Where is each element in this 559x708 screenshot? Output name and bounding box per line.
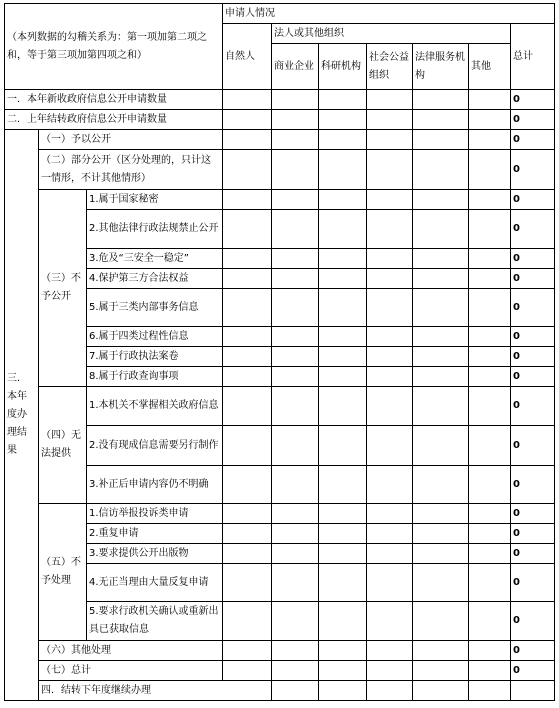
- social-header: 社会公益组织: [367, 44, 413, 90]
- row-total: 0: [511, 544, 555, 564]
- table-row: [5, 524, 555, 544]
- legal-service-header: 法律服务机构: [413, 44, 469, 90]
- row-label: 7.属于行政执法案卷: [87, 347, 223, 367]
- table-row: [5, 661, 555, 681]
- row-total: 0: [511, 150, 555, 190]
- legal-entity-header: 法人或其他组织: [272, 24, 511, 44]
- table-row: [5, 110, 555, 130]
- row-label: 3.危及“三安全一稳定”: [87, 249, 223, 269]
- table-row: [5, 367, 555, 387]
- table-row: [5, 681, 555, 701]
- commercial-header: 商业企业: [272, 44, 319, 90]
- row-label: 4.保护第三方合法权益: [87, 269, 223, 289]
- row-label: 2.重复申请: [87, 524, 223, 544]
- row-total: 0: [511, 641, 555, 661]
- row-label: 1.信访举报投诉类申请: [87, 504, 223, 524]
- row-label: （二）部分公开（区分处理的，只计这一情形，不计其他情形）: [39, 150, 223, 190]
- total-header: 总计: [511, 24, 555, 90]
- table-row: [5, 289, 555, 327]
- row-label: 6.属于四类过程性信息: [87, 327, 223, 347]
- table-row: [5, 130, 555, 150]
- applicant-status-header: 申请人情况: [223, 4, 555, 24]
- row-label: 3.要求提供公开出版物: [87, 544, 223, 564]
- row-label: 1.属于国家秘密: [87, 190, 223, 210]
- row-total: 0: [511, 504, 555, 524]
- row-label: 2.没有现成信息需要另行制作: [87, 426, 223, 466]
- row-total: 0: [511, 269, 555, 289]
- row-label: （六）其他处理: [39, 641, 223, 661]
- table-row: [5, 269, 555, 289]
- disclosure-statistics-table: [4, 3, 555, 701]
- row-total: 0: [511, 210, 555, 249]
- row-total: 0: [511, 130, 555, 150]
- row-total: 0: [511, 602, 555, 641]
- table-row: [5, 544, 555, 564]
- table-row: [5, 347, 555, 367]
- row-label: （一）予以公开: [39, 130, 223, 150]
- row-total: 0: [511, 466, 555, 504]
- row-total: 0: [511, 347, 555, 367]
- row-total: 0: [511, 367, 555, 387]
- row-total: 0: [511, 387, 555, 426]
- row-total: 0: [511, 190, 555, 210]
- row-total: 0: [511, 289, 555, 327]
- table-row: [5, 602, 555, 641]
- row-label: 5.要求行政机关确认或重新出具已获取信息: [87, 602, 223, 641]
- row-label: 1.本机关不掌握相关政府信息: [87, 387, 223, 426]
- table-row: [5, 90, 555, 110]
- research-header: 科研机构: [319, 44, 367, 90]
- table-row: [5, 190, 555, 210]
- row-total: 0: [511, 661, 555, 681]
- row-label: 3.补正后申请内容仍不明确: [87, 466, 223, 504]
- row-label: 2.其他法律行政法规禁止公开: [87, 210, 223, 249]
- section-3-label: 三．本年度办理结果: [5, 130, 39, 701]
- row-label: （七）总计: [39, 661, 223, 681]
- row-total: 0: [511, 564, 555, 602]
- row-label: 四．结转下年度继续办理: [39, 681, 272, 701]
- category-3-label: （三）不予公开: [39, 190, 87, 387]
- row-label: 8.属于行政查询事项: [87, 367, 223, 387]
- row-label: 一．本年新收政府信息公开申请数量: [5, 90, 223, 110]
- row-total: 0: [511, 426, 555, 466]
- row-label: 4.无正当理由大量反复申请: [87, 564, 223, 602]
- category-5-label: （五）不予处理: [39, 504, 87, 641]
- table-row: [5, 564, 555, 602]
- row-total: 0: [511, 90, 555, 110]
- table-row: [5, 466, 555, 504]
- table-row: [5, 150, 555, 190]
- table-note: （本列数据的勾稽关系为：第一项加第二项之和，等于第三项加第四项之和）: [5, 4, 223, 90]
- other-header: 其他: [469, 44, 511, 90]
- category-4-label: （四）无法提供: [39, 387, 87, 504]
- table-row: [5, 641, 555, 661]
- natural-person-header: 自然人: [223, 24, 272, 90]
- table-row: [5, 327, 555, 347]
- row-total: 0: [511, 110, 555, 130]
- row-label: 二．上年结转政府信息公开申请数量: [5, 110, 223, 130]
- table-row: [5, 426, 555, 466]
- row-total: 0: [511, 327, 555, 347]
- row-total: 0: [511, 249, 555, 269]
- table-row: [5, 504, 555, 524]
- row-total: 0: [511, 524, 555, 544]
- table-row: [5, 249, 555, 269]
- row-label: 5.属于三类内部事务信息: [87, 289, 223, 327]
- table-row: [5, 210, 555, 249]
- table-row: [5, 387, 555, 426]
